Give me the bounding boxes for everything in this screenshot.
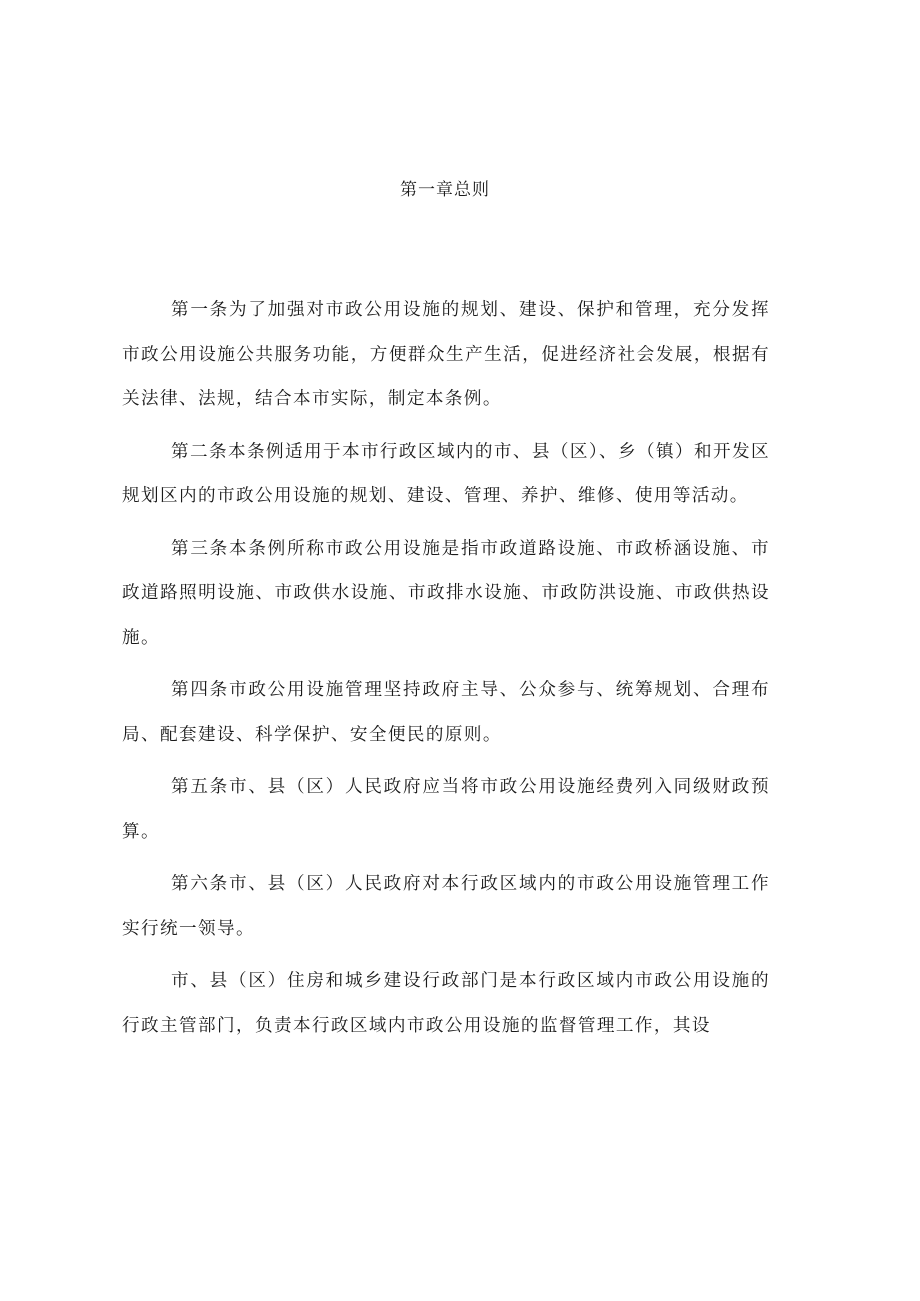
article-6-paragraph: 第六条市、县（区）人民政府对本行政区域内的市政公用设施管理工作实行统一领导。 [122,874,770,939]
chapter-title: 第一章总则 [400,180,490,200]
article-4-paragraph: 第四条市政公用设施管理坚持政府主导、公众参与、统筹规划、合理布局、配套建设、科学保护、安全便民的原则。 [122,680,770,745]
article-6-clause-2-paragraph: 市、县（区）住房和城乡建设行政部门是本行政区域内市政公用设施的行政主管部门，负责本行政区域内市政公用设施的监督管理工作，其设 [122,971,770,1036]
article-5-paragraph: 第五条市、县（区）人民政府应当将市政公用设施经费列入同级财政预算。 [122,777,770,842]
article-3-paragraph: 第三条本条例所称市政公用设施是指市政道路设施、市政桥涵设施、市政道路照明设施、市政供水设施、市政排水设施、市政防洪设施、市政供热设施。 [122,538,770,648]
document-body [122,288,770,1056]
article-2-paragraph: 第二条本条例适用于本市行政区域内的市、县（区）、乡（镇）和开发区规划区内的市政公用设施的规划、建设、管理、养护、维修、使用等活动。 [122,441,771,506]
article-1-paragraph: 第一条为了加强对市政公用设施的规划、建设、保护和管理，充分发挥市政公用设施公共服务功能，方便群众生产生活，促进经济社会发展，根据有关法律、法规，结合本市实际，制定本条例。 [122,300,770,409]
